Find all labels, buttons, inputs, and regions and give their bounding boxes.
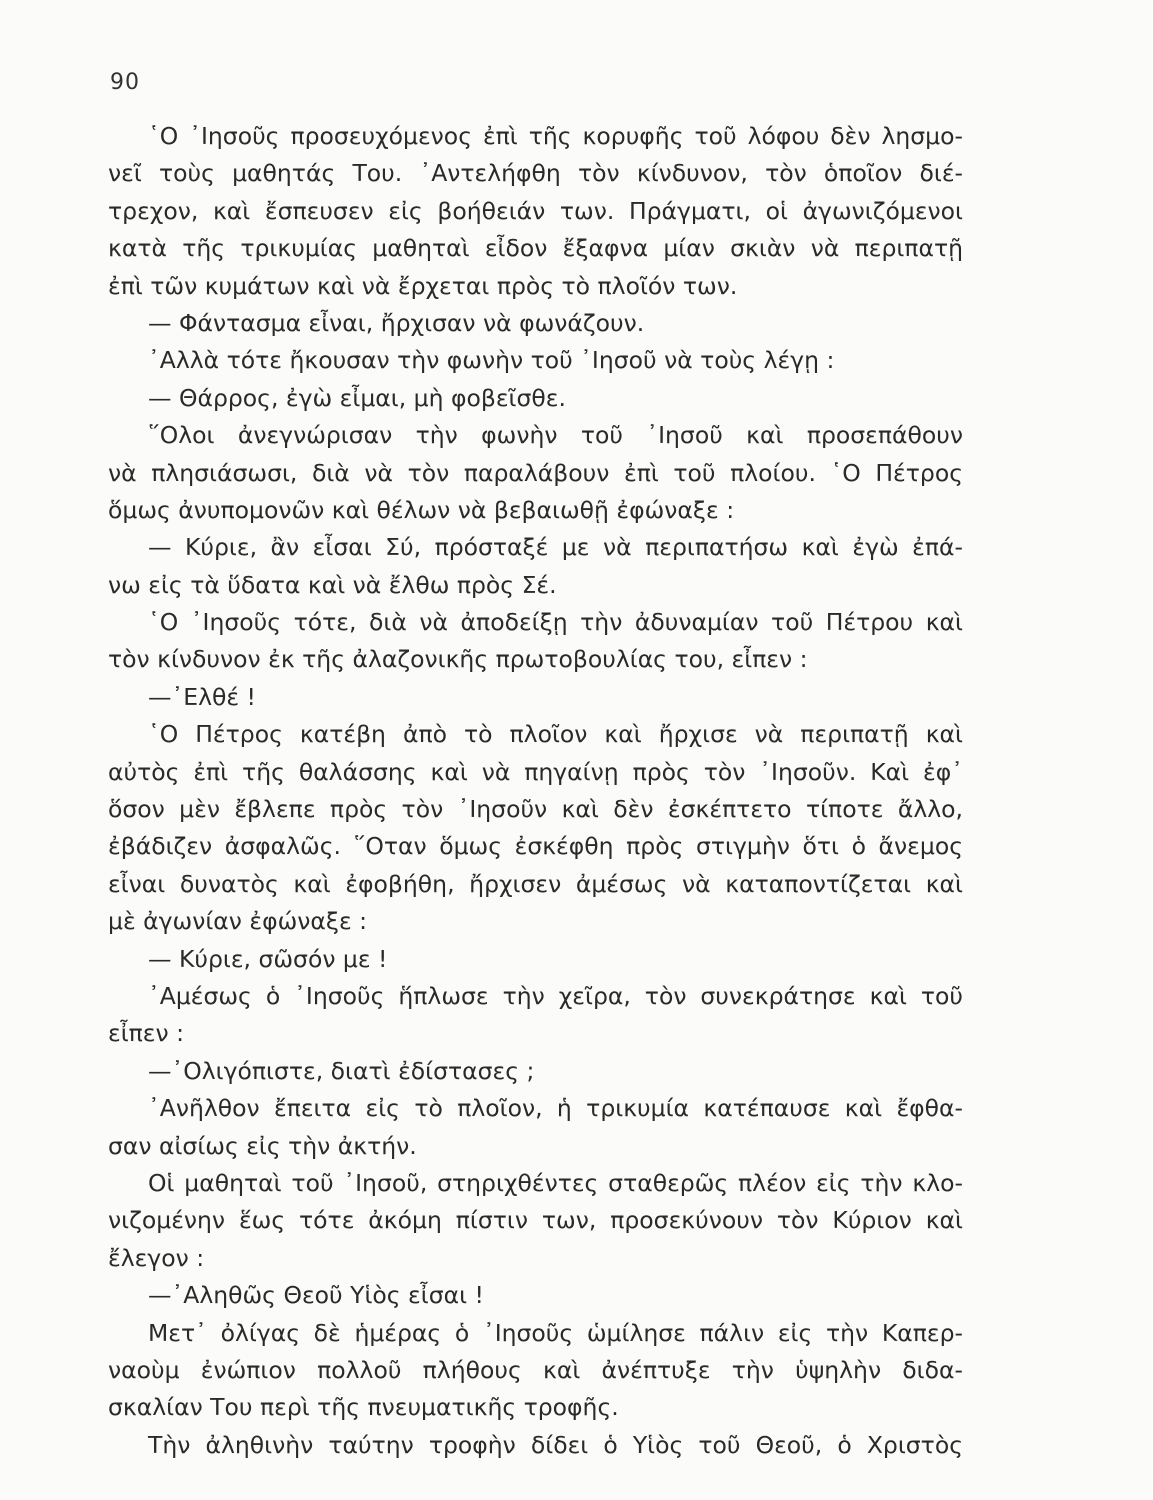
text-line: —᾿Ολιγόπιστε, διατὶ ἐδίστασες ;: [148, 1056, 535, 1085]
text-line: ᾿Αλλὰ τότε ἤκουσαν τὴν φωνὴν τοῦ ᾿Ιησοῦ νὰ τοὺς λέγῃ :: [148, 346, 835, 375]
text-line: ὅμως ἀνυπομονῶν καὶ θέλων νὰ βεβαιωθῇ ἐφώναξε :: [108, 495, 735, 524]
text-line: Μετ᾿ ὀλίγας δὲ ἡμέρας ὁ ᾿Ιησοῦς ὡμίλησε πάλιν εἰς τὴν Καπερ-: [148, 1318, 963, 1347]
text-line: ῾Ο ᾿Ιησοῦς τότε, διὰ νὰ ἀποδείξῃ τὴν ἀδυναμίαν τοῦ Πέτρου καὶ: [148, 608, 963, 637]
text-line: — Φάντασμα εἶναι, ἤρχισαν νὰ φωνάζουν.: [148, 308, 645, 337]
text-line: —᾿Ελθέ !: [148, 682, 256, 711]
text-line: ῞Ολοι ἀνεγνώρισαν τὴν φωνὴν τοῦ ᾿Ιησοῦ καὶ προσεπάθουν: [148, 421, 963, 450]
text-line: ᾿Ανῆλθον ἔπειτα εἰς τὸ πλοῖον, ἡ τρικυμία κατέπαυσε καὶ ἔφθα-: [148, 1094, 963, 1123]
text-line: — Θάρρος, ἐγὼ εἶμαι, μὴ φοβεῖσθε.: [148, 383, 566, 412]
text-line: ἔλεγον :: [108, 1243, 205, 1272]
text-line: —᾿Αληθῶς Θεοῦ Υἱὸς εἶσαι !: [148, 1281, 484, 1310]
text-line: ναοὺμ ἐνώπιον πολλοῦ πλήθους καὶ ἀνέπτυξε τὴν ὑψηλὴν διδα-: [108, 1355, 963, 1384]
text-line: νὰ πλησιάσωσι, διὰ νὰ τὸν παραλάβουν ἐπὶ τοῦ πλοίου. ῾Ο Πέτρος: [108, 458, 963, 487]
text-line: μὲ ἀγωνίαν ἐφώναξε :: [108, 907, 368, 936]
text-line: — Κύριε, σῶσόν με !: [148, 944, 388, 973]
text-line: εἶπεν :: [108, 1019, 185, 1048]
page-number: 90: [110, 70, 140, 95]
text-line: αὐτὸς ἐπὶ τῆς θαλάσσης καὶ νὰ πηγαίνῃ πρὸς τὸν ᾿Ιησοῦν. Καὶ ἐφ᾿: [108, 757, 963, 786]
text-line: ἐπὶ τῶν κυμάτων καὶ νὰ ἔρχεται πρὸς τὸ πλοῖόν των.: [108, 271, 738, 300]
text-line: κατὰ τῆς τρικυμίας μαθηταὶ εἶδον ἔξαφνα μίαν σκιὰν νὰ περιπατῇ: [108, 234, 963, 263]
text-line: ὅσον μὲν ἔβλεπε πρὸς τὸν ᾿Ιησοῦν καὶ δὲν ἐσκέπτετο τίποτε ἄλλο,: [108, 795, 963, 824]
text-line: νιζομένην ἕως τότε ἀκόμη πίστιν των, προσεκύνουν τὸν Κύριον καὶ: [108, 1206, 963, 1235]
text-line: τὸν κίνδυνον ἐκ τῆς ἀλαζονικῆς πρωτοβουλίας του, εἶπεν :: [108, 645, 808, 674]
text-line: νω εἰς τὰ ὕδατα καὶ νὰ ἔλθω πρὸς Σέ.: [108, 570, 557, 599]
text-line: τρεχον, καὶ ἔσπευσεν εἰς βοήθειάν των. Πράγματι, οἱ ἀγωνιζόμενοι: [108, 196, 963, 225]
text-line: Οἱ μαθηταὶ τοῦ ᾿Ιησοῦ, στηριχθέντες σταθερῶς πλέον εἰς τὴν κλο-: [148, 1168, 963, 1197]
text-line: — Κύριε, ἂν εἶσαι Σύ, πρόσταξέ με νὰ περιπατήσω καὶ ἐγὼ ἐπά-: [148, 533, 963, 562]
text-line: Τὴν ἀληθινὴν ταύτην τροφὴν δίδει ὁ Υἱὸς τοῦ Θεοῦ, ὁ Χριστὸς: [148, 1430, 963, 1459]
text-line: σαν αἰσίως εἰς τὴν ἀκτήν.: [108, 1131, 417, 1160]
text-line: νεῖ τοὺς μαθητάς Του. ᾿Αντελήφθη τὸν κίνδυνον, τὸν ὁποῖον διέ-: [108, 159, 963, 188]
text-line: εἶναι δυνατὸς καὶ ἐφοβήθη, ἤρχισεν ἀμέσως νὰ καταποντίζεται καὶ: [108, 869, 963, 898]
text-line: σκαλίαν Του περὶ τῆς πνευματικῆς τροφῆς.: [108, 1393, 619, 1422]
text-line: ῾Ο ᾿Ιησοῦς προσευχόμενος ἐπὶ τῆς κορυφῆς τοῦ λόφου δὲν λησμο-: [148, 122, 963, 150]
text-line: ἐβάδιζεν ἀσφαλῶς. ῞Οταν ὅμως ἐσκέφθη πρὸς στιγμὴν ὅτι ὁ ἄνεμος: [108, 832, 963, 861]
body-text: [108, 118, 963, 1464]
text-line: ῾Ο Πέτρος κατέβη ἀπὸ τὸ πλοῖον καὶ ἤρχισε νὰ περιπατῇ καὶ: [148, 720, 963, 749]
text-line: ᾿Αμέσως ὁ ᾿Ιησοῦς ἥπλωσε τὴν χεῖρα, τὸν συνεκράτησε καὶ τοῦ: [148, 981, 963, 1010]
